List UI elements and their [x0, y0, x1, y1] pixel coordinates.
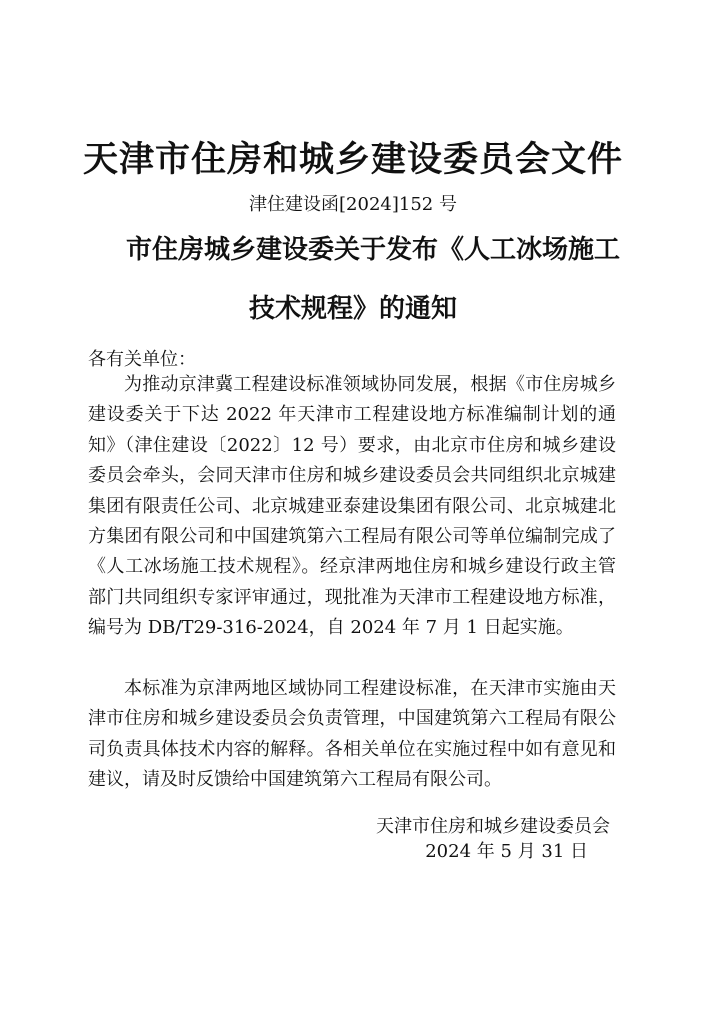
- notice-title-line-1: 市住房城乡建设委关于发布《人工冰场施工: [125, 235, 620, 265]
- document-number: 津住建设函[2024]152 号: [249, 194, 457, 215]
- issue-date: 2024 年 5 月 31 日: [425, 841, 588, 862]
- body-paragraph: 为推动京津冀工程建设标准领域协同发展，根据《市住房城乡建设委关于下达 2022 年天津市工程建设地方标准编制计划的通知》（津住建设〔2022〕12 号）要求，由北京市住房和城乡建设委员会牵头，会同天津市住房和城乡建设委员会共同组织北京城建集团有限责任公司、北京城建亚泰建设集团有限公司、北京城建北方集团有限公司和中国建筑第六工程局有限公司等单位编制完成了《人工冰场施工技术规程》。经京津两地住房和城乡建设行政主管部门共同组织专家评审通过，现批准为天津市工程建设地方标准，编号为 DB/T29-316-2024，自 2024 年 7 月 1 日起实施。: [88, 374, 616, 639]
- notice-title-line-2: 技术规程》的通知: [248, 294, 457, 324]
- issuer-signature: 天津市住房和城乡建设委员会: [376, 816, 610, 837]
- body-paragraph: 本标准为京津两地区域协同工程建设标准，在天津市实施由天津市住房和城乡建设委员会负责管理，中国建筑第六工程局有限公司负责具体技术内容的解释。各相关单位在实施过程中如有意见和建议，请及时反馈给中国建筑第六工程局有限公司。: [88, 678, 616, 791]
- document-header-title: 天津市住房和城乡建设委员会文件: [82, 139, 623, 180]
- salutation: 各有关单位：: [88, 349, 196, 370]
